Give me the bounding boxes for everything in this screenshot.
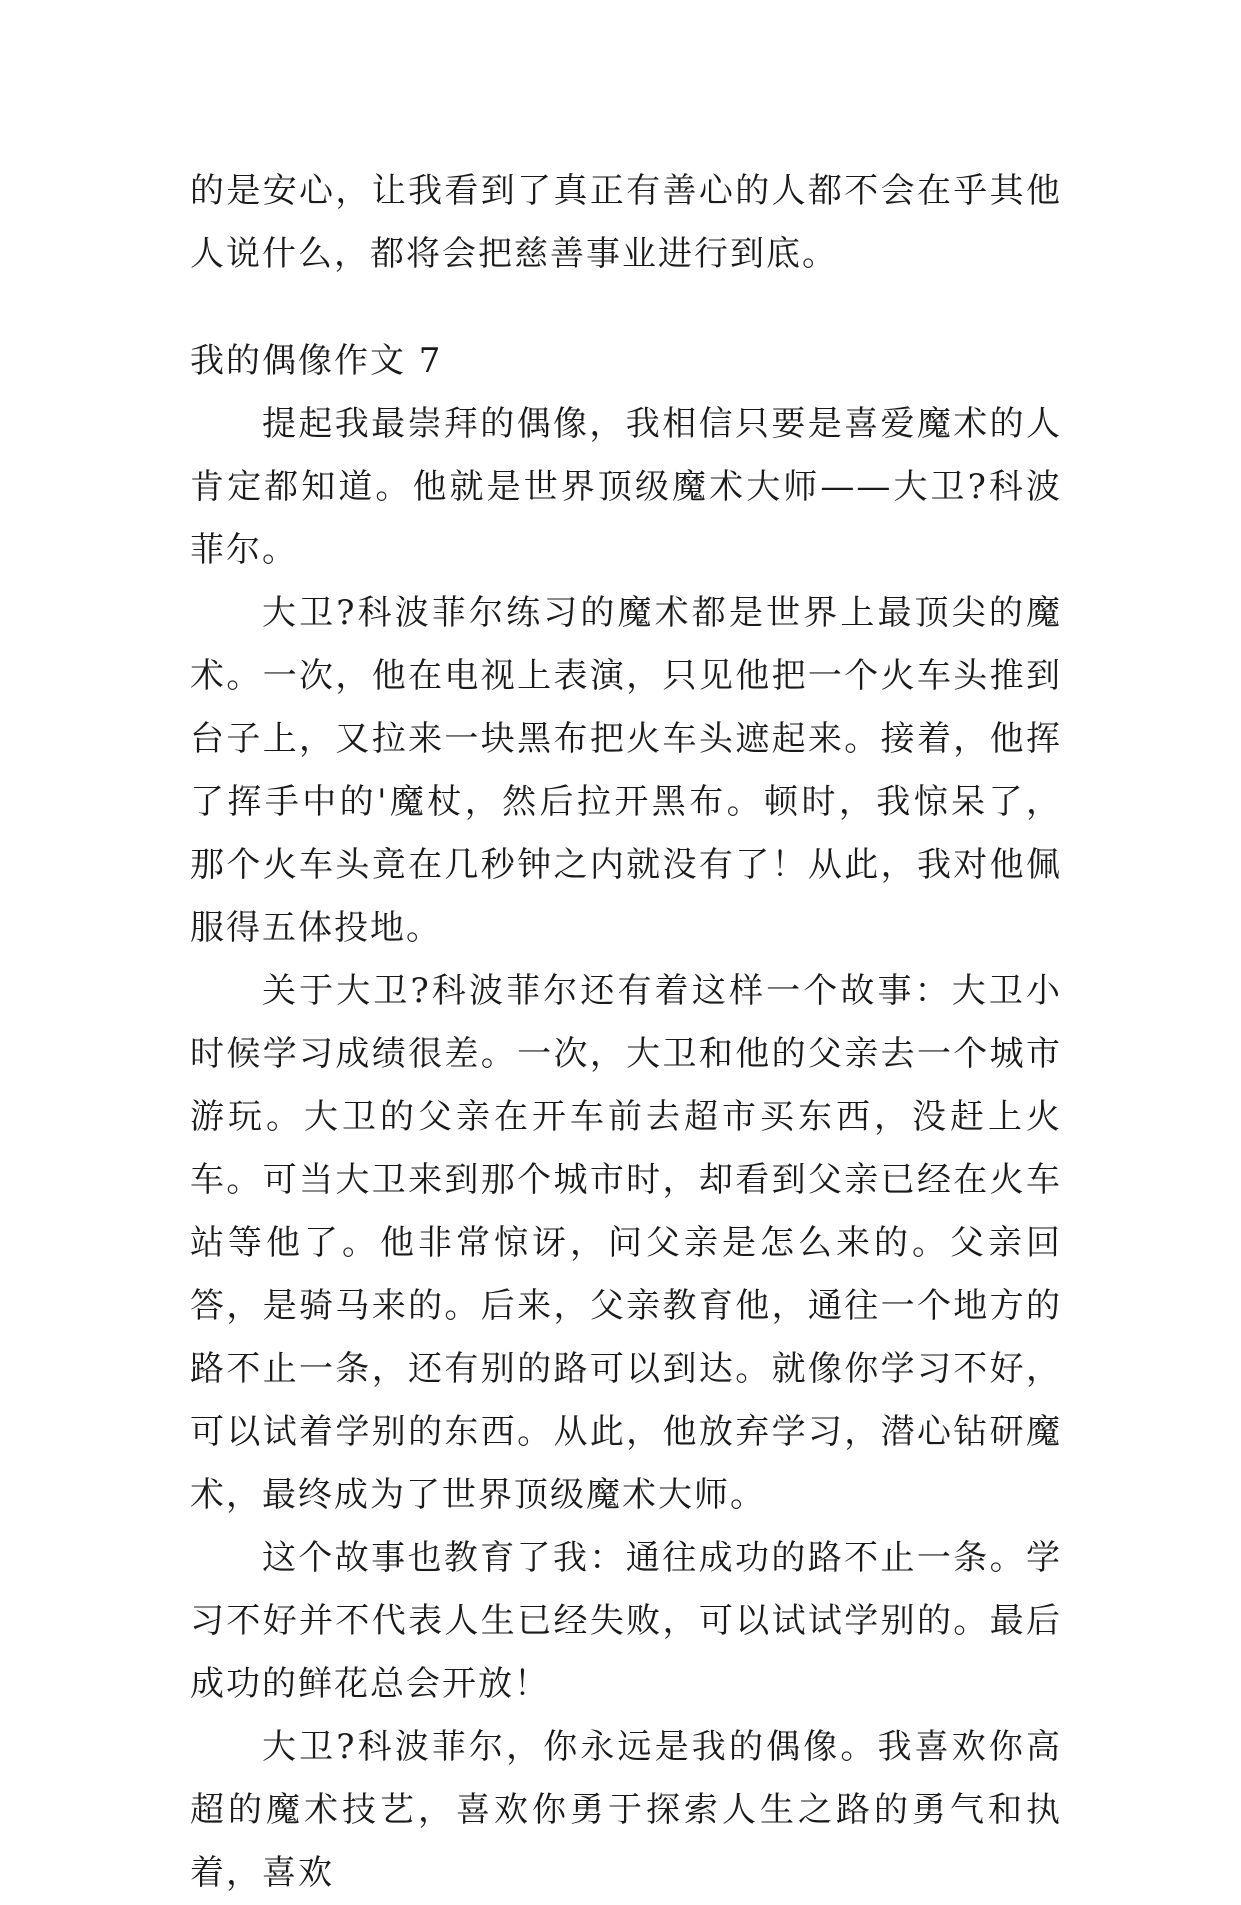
continued-paragraph: 的是安心，让我看到了真正有善心的人都不会在乎其他人说什么，都将会把慈善事业进行到底。: [190, 171, 1062, 274]
paragraph-1: 提起我最崇拜的偶像，我相信只要是喜爱魔术的人肯定都知道。他就是世界顶级魔术大师——大卫?科波菲尔。: [190, 404, 1062, 570]
section-title: 我的偶像作文 7: [190, 341, 443, 381]
paragraph-2: 大卫?科波菲尔练习的魔术都是世界上最顶尖的魔术。一次，他在电视上表演，只见他把一个火车头推到台子上，又拉来一块黑布把火车头遮起来。接着，他挥了挥手中的'魔杖，然后拉开黑布。顿时，我惊呆了，那个火车头竟在几秒钟之内就没有了！从此，我对他佩服得五体投地。: [190, 593, 1062, 948]
paragraph-3: 关于大卫?科波菲尔还有着这样一个故事：大卫小时候学习成绩很差。一次，大卫和他的父亲去一个城市游玩。大卫的父亲在开车前去超市买东西，没赶上火车。可当大卫来到那个城市时，却看到父亲已经在火车站等他了。他非常惊讶，问父亲是怎么来的。父亲回答，是骑马来的。后来，父亲教育他，通往一个地方的路不止一条，还有别的路可以到达。就像你学习不好，可以试着学别的东西。从此，他放弃学习，潜心钻研魔术，最终成为了世界顶级魔术大师。: [190, 971, 1062, 1515]
paragraph-5: 大卫?科波菲尔，你永远是我的偶像。我喜欢你高超的魔术技艺，喜欢你勇于探索人生之路的勇气和执着，喜欢: [190, 1727, 1062, 1893]
section-spacer: [190, 286, 1062, 330]
paragraph-4: 这个故事也教育了我：通往成功的路不止一条。学习不好并不代表人生已经失败，可以试试学别的。最后成功的鲜花总会开放！: [190, 1538, 1062, 1704]
document-body: [190, 160, 1062, 1905]
